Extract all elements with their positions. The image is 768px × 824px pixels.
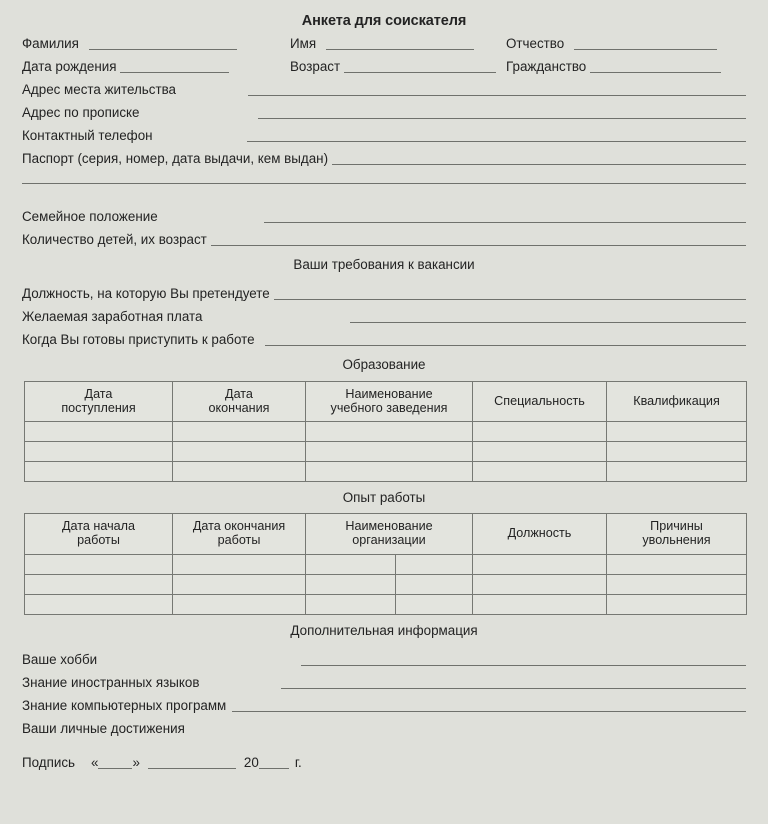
field-hobby-rule[interactable] bbox=[301, 665, 746, 666]
field-contact-phone-rule[interactable] bbox=[247, 141, 746, 142]
field-firstname[interactable] bbox=[290, 37, 506, 53]
field-address-residence[interactable] bbox=[22, 76, 746, 99]
education-table bbox=[24, 381, 747, 482]
field-desired-salary[interactable] bbox=[22, 303, 746, 326]
experience-cell[interactable] bbox=[607, 574, 747, 594]
experience-cell[interactable] bbox=[607, 594, 747, 614]
experience-cell[interactable] bbox=[25, 594, 173, 614]
education-cell[interactable] bbox=[473, 421, 607, 441]
field-start-date[interactable] bbox=[22, 326, 746, 349]
experience-cell[interactable] bbox=[306, 594, 396, 614]
field-software-label: Знание компьютерных программ bbox=[22, 697, 227, 713]
field-contact-phone-label: Контактный телефон bbox=[22, 127, 153, 143]
section-heading-additional: Дополнительная информация bbox=[290, 622, 478, 638]
education-table-body bbox=[25, 421, 747, 481]
field-address-registration-label: Адрес по прописке bbox=[22, 104, 140, 120]
field-birthdate-rule[interactable] bbox=[120, 72, 229, 73]
field-desired-salary-label: Желаемая заработная плата bbox=[22, 308, 203, 324]
experience-cell[interactable] bbox=[473, 594, 607, 614]
field-achievements-label: Ваши личные достижения bbox=[22, 720, 185, 736]
field-marital-status[interactable] bbox=[22, 202, 746, 226]
field-address-registration[interactable] bbox=[22, 99, 746, 122]
experience-cell[interactable] bbox=[173, 594, 306, 614]
signature-year-prefix: 20 bbox=[243, 754, 259, 770]
signature-row[interactable] bbox=[22, 738, 746, 772]
section-heading-education: Образование bbox=[342, 357, 426, 373]
experience-table-wrapper bbox=[22, 513, 746, 614]
field-passport-rule[interactable] bbox=[332, 164, 746, 165]
experience-table-header-row bbox=[25, 514, 747, 554]
section-heading-vacancy: Ваши требования к вакансии bbox=[293, 256, 475, 272]
signature-year-suffix: г. bbox=[294, 754, 302, 770]
education-cell[interactable] bbox=[473, 441, 607, 461]
field-patronymic[interactable] bbox=[506, 37, 746, 53]
education-col-start-date: Дата поступления bbox=[25, 381, 173, 421]
experience-col-end-date: Дата окончания работы bbox=[173, 514, 306, 554]
field-citizenship-rule[interactable] bbox=[590, 72, 721, 73]
education-cell[interactable] bbox=[473, 461, 607, 481]
education-cell[interactable] bbox=[607, 461, 747, 481]
field-surname-label: Фамилия bbox=[22, 35, 79, 51]
field-children-label: Количество детей, их возраст bbox=[22, 231, 207, 247]
education-col-institution: Наименование учебного заведения bbox=[306, 381, 473, 421]
education-cell[interactable] bbox=[306, 461, 473, 481]
signature-day-rule[interactable] bbox=[98, 768, 132, 769]
education-cell[interactable] bbox=[173, 461, 306, 481]
field-address-residence-label: Адрес места жительства bbox=[22, 81, 177, 97]
education-cell[interactable] bbox=[306, 441, 473, 461]
personal-name-row bbox=[22, 30, 746, 53]
experience-table bbox=[24, 513, 747, 614]
field-languages-rule[interactable] bbox=[281, 688, 746, 689]
experience-cell[interactable] bbox=[473, 554, 607, 574]
field-patronymic-rule[interactable] bbox=[574, 49, 717, 50]
field-start-date-rule[interactable] bbox=[265, 345, 746, 346]
education-cell[interactable] bbox=[173, 441, 306, 461]
field-firstname-label: Имя bbox=[290, 35, 317, 51]
field-children[interactable] bbox=[22, 226, 746, 249]
education-cell[interactable] bbox=[173, 421, 306, 441]
experience-cell[interactable] bbox=[306, 574, 396, 594]
field-patronymic-label: Отчество bbox=[506, 35, 565, 51]
field-desired-salary-rule[interactable] bbox=[350, 322, 746, 323]
field-children-rule[interactable] bbox=[211, 245, 746, 246]
field-languages[interactable] bbox=[22, 669, 746, 692]
field-languages-label: Знание иностранных языков bbox=[22, 674, 200, 690]
table-row[interactable] bbox=[25, 441, 747, 461]
education-cell[interactable] bbox=[607, 421, 747, 441]
field-passport-label: Паспорт (серия, номер, дата выдачи, кем выдан) bbox=[22, 150, 329, 166]
field-marital-status-rule[interactable] bbox=[264, 222, 746, 223]
education-cell[interactable] bbox=[607, 441, 747, 461]
field-desired-position-rule[interactable] bbox=[274, 299, 746, 300]
table-row[interactable] bbox=[25, 574, 747, 594]
signature-quote-close: » bbox=[132, 754, 140, 770]
education-cell[interactable] bbox=[25, 441, 173, 461]
experience-cell[interactable] bbox=[173, 554, 306, 574]
education-cell[interactable] bbox=[25, 461, 173, 481]
field-age-label: Возраст bbox=[290, 58, 341, 74]
experience-col-position: Должность bbox=[473, 514, 607, 554]
field-age-rule[interactable] bbox=[344, 72, 496, 73]
experience-cell[interactable] bbox=[25, 574, 173, 594]
field-start-date-label: Когда Вы готовы приступить к работе bbox=[22, 331, 255, 347]
field-address-registration-rule[interactable] bbox=[258, 118, 746, 119]
field-achievements[interactable] bbox=[22, 715, 746, 738]
experience-cell[interactable] bbox=[473, 574, 607, 594]
page-title: Анкета для соискателя bbox=[301, 13, 467, 29]
experience-cell[interactable] bbox=[607, 554, 747, 574]
personal-birth-row bbox=[22, 53, 746, 76]
education-cell[interactable] bbox=[25, 421, 173, 441]
signature-label: Подпись bbox=[22, 754, 75, 770]
passport-continuation-row bbox=[22, 183, 746, 202]
field-software-rule[interactable] bbox=[232, 711, 746, 712]
field-birthdate-label: Дата рождения bbox=[22, 58, 117, 74]
field-birthdate[interactable] bbox=[22, 60, 290, 76]
experience-col-dismissal-reason: Причины увольнения bbox=[607, 514, 747, 554]
education-col-end-date: Дата окончания bbox=[173, 381, 306, 421]
field-hobby-label: Ваше хобби bbox=[22, 651, 98, 667]
experience-cell[interactable] bbox=[306, 554, 396, 574]
field-surname-rule[interactable] bbox=[89, 49, 237, 50]
field-hobby[interactable] bbox=[22, 646, 746, 669]
field-surname[interactable] bbox=[22, 37, 290, 53]
experience-col-start-date: Дата начала работы bbox=[25, 514, 173, 554]
education-cell[interactable] bbox=[306, 421, 473, 441]
experience-cell[interactable] bbox=[25, 554, 173, 574]
section-heading-experience: Опыт работы bbox=[342, 489, 426, 505]
table-row[interactable] bbox=[25, 461, 747, 481]
experience-cell[interactable] bbox=[173, 574, 306, 594]
experience-cell[interactable] bbox=[396, 574, 473, 594]
education-table-header-row bbox=[25, 381, 747, 421]
field-software[interactable] bbox=[22, 692, 746, 715]
education-table-wrapper bbox=[22, 381, 746, 482]
signature-year-rule[interactable] bbox=[259, 768, 289, 769]
signature-month-rule[interactable] bbox=[148, 768, 236, 769]
experience-table-body bbox=[25, 554, 747, 614]
field-citizenship-label: Гражданство bbox=[506, 58, 587, 74]
field-age[interactable] bbox=[290, 60, 506, 76]
signature-quote-open: « bbox=[91, 754, 99, 770]
field-address-residence-rule[interactable] bbox=[248, 95, 746, 96]
field-desired-position-label: Должность, на которую Вы претендуете bbox=[22, 285, 270, 301]
experience-cell[interactable] bbox=[396, 594, 473, 614]
field-contact-phone[interactable] bbox=[22, 122, 746, 145]
field-passport-continuation-rule[interactable] bbox=[22, 183, 746, 184]
education-col-specialty: Специальность bbox=[473, 381, 607, 421]
field-passport[interactable] bbox=[22, 145, 746, 168]
table-row[interactable] bbox=[25, 594, 747, 614]
table-row[interactable] bbox=[25, 421, 747, 441]
education-col-qualification: Квалификация bbox=[607, 381, 747, 421]
field-citizenship[interactable] bbox=[506, 60, 746, 76]
field-firstname-rule[interactable] bbox=[326, 49, 474, 50]
table-row[interactable] bbox=[25, 554, 747, 574]
experience-cell[interactable] bbox=[396, 554, 473, 574]
field-desired-position[interactable] bbox=[22, 280, 746, 303]
field-marital-status-label: Семейное положение bbox=[22, 208, 158, 224]
experience-col-organization: Наименование организации bbox=[306, 514, 473, 554]
